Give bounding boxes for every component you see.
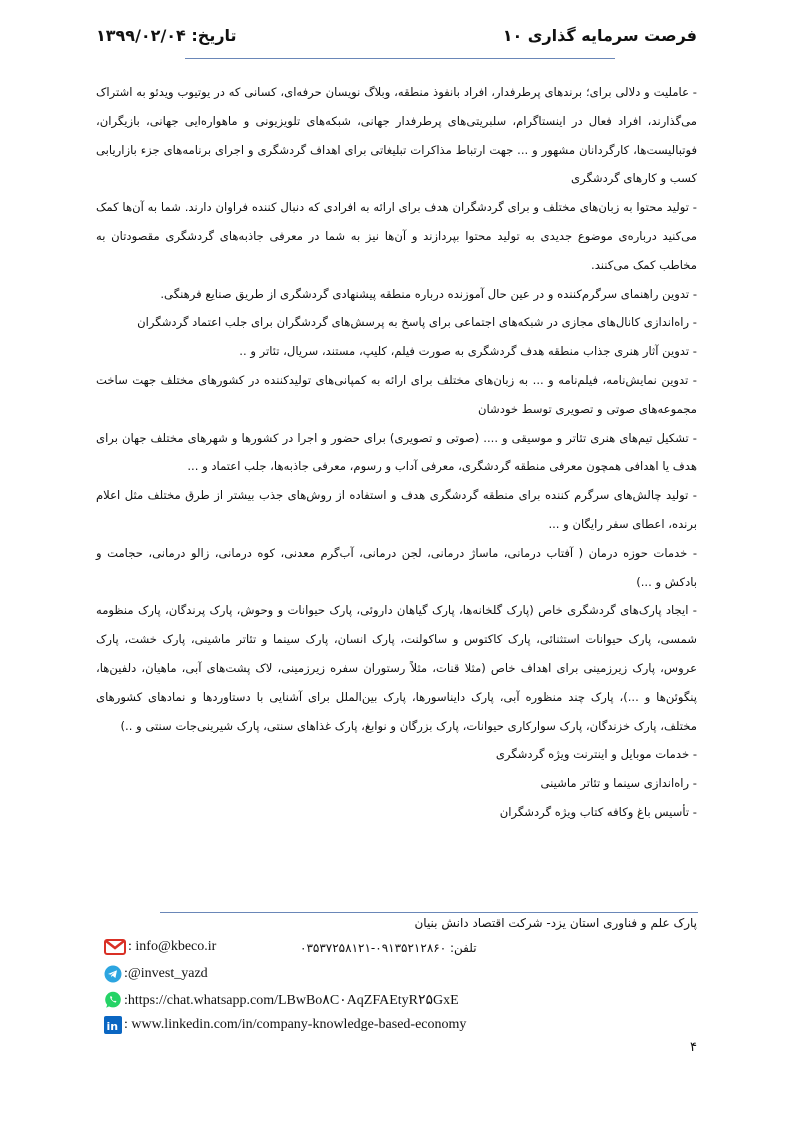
paragraph: - تولید محتوا به زبان‌های مختلف و برای گردشگران هدف برای ارائه به افرادی که دنبال کننده فراوان دارند. شما به آن‌ها کمک می‌کنید درباره‌ی موضوع جدیدی به تولید محتوا بپردازند و آن‌ها نیز به شما در معرفی جاذبه‌های گردشگری مقصودتان به مخاطب کمک می‌کنند. [96,200,697,272]
linkedin-icon [104,1016,122,1034]
telegram-row [104,965,208,983]
paragraph: - راه‌اندازی سینما و تئاتر ماشینی [540,776,697,791]
footer-divider [160,912,698,913]
paragraph: - عاملیت و دلالی برای؛ برندهای پرطرفدار، افراد بانفوذ منطقه، وبلاگ نویسان حرفه‌ای، کسانی که در یوتیوب ویدئو به اشتراک می‌گذارند، افراد فعال در اینستاگرام، سلبریتی‌های پرطرفدار جهانی، شبکه‌های تلویزیونی و ماهواره‌ایی جهانی، بازیگران، فوتبالیست‌ها، کارگردانان مشهور و ... جهت ارتباط مذاکرات تبلیغاتی برای اهداف گردشگری و اجرای برنامه‌های جزء بازاریابی کسب و کارهای گردشگری [96,85,697,186]
paragraph: - خدمات حوزه درمان ( آفتاب درمانی، ماساژ درمانی، لجن درمانی، آب‌گرم معدنی، کوه درمانی، زالو درمانی، حجامت و بادکش و ...) [96,545,697,589]
phone-number: تلفن: ۰۹۱۳۵۲۱۲۸۶۰-۰۳۵۳۷۲۵۸۱۲۱ [300,941,477,955]
email-row [104,939,216,955]
whatsapp-link[interactable]: :https://chat.whatsapp.com/LBwBo۸C۰AqZFAEtyR۲۵GxE [124,992,459,1008]
whatsapp-row [104,991,459,1009]
page-header [96,22,697,48]
email-address[interactable]: : info@kbeco.ir [128,939,217,954]
page-number: ۴ [690,1040,697,1055]
gmail-icon [104,939,126,955]
whatsapp-icon [104,991,122,1009]
telegram-icon [104,965,122,983]
header-divider [185,58,615,59]
paragraph: - تدوین آثار هنری جذاب منطقه هدف گردشگری به صورت فیلم، کلیپ، مستند، سریال، تئاتر و .. [239,344,697,359]
document-title: فرصت سرمایه گذاری ۱۰ [502,25,697,45]
paragraph: - تأسیس باغ وکافه کتاب ویژه گردشگران [499,804,697,819]
svg-text:in: in [106,1020,119,1033]
telegram-handle[interactable]: :@invest_yazd [124,966,208,981]
linkedin-row [104,1016,466,1034]
footer-organization: پارک علم و فناوری استان یزد- شرکت اقتصاد دانش بنیان [414,916,697,930]
paragraph: - تدوین نمایش‌نامه، فیلم‌نامه و ... به زبان‌های مختلف برای ارائه به کمپانی‌های تولیدکننده در کشورهای مختلف جهت ساخت مجموعه‌های صوتی و تصویری توسط خودشان [96,372,697,416]
paragraph: - تولید چالش‌های سرگرم کننده برای منطقه گردشگری هدف و استفاده از روش‌های جذب بیشتر از طرق مختلف مثل اعلام برنده، اعطای سفر رایگان و ... [96,488,697,531]
paragraph: - خدمات موبایل و اینترنت ویژه گردشگری [495,747,697,762]
paragraph: - راه‌اندازی کانال‌های مجازی در شبکه‌های اجتماعی برای پاسخ به پرسش‌های گردشگران برای جلب اعتماد گردشگران [137,315,697,330]
document-date: تاریخ: ۱۳۹۹/۰۲/۰۴ [96,25,237,45]
body-text [96,78,697,827]
paragraph: - تدوین راهنمای سرگرم‌کننده و در عین حال آموزنده درباره منطقه پیشنهادی گردشگری از طریق صنایع فرهنگی. [160,286,697,301]
paragraph: - ایجاد پارک‌های گردشگری خاص (پارک گلخانه‌ها، پارک گیاهان داروئی، پارک حیوانات و وحوش، پارک پرندگان، پارک منظومه شمسی، پارک حیوانات استثنائی، پارک کاکتوس و ساکولنت، پارک انسان، پارک سینما و تئاتر ماشینی، پارک خشت، پارک عروس، پارک زیرزمینی برای اهداف خاص (مثلا قنات، مثلاً رستوران سفره زیرزمینی، لاک پشت‌های آبی، ماهیان، دلفین‌ها، پنگوئن‌ها و ...)، پارک چند منظوره آبی، پارک دایناسورها، پارک بین‌الملل برای آشنایی با دستاوردها و نمادهای کشورهای مختلف، پارک خزندگان، پارک سوارکاری حیوانات، پارک بزرگان و نوابغ، پارک غذاهای سنتی، پارک شیرینی‌جات سنتی و ..) [96,603,697,733]
linkedin-link[interactable]: : www.linkedin.com/in/company-knowledge-based-economy [124,1017,467,1032]
paragraph: - تشکیل تیم‌های هنری تئاتر و موسیقی و .... (صوتی و تصویری) برای حضور و اجرا در کشورها و شهرهای مختلف جهان برای هدف یا اهدافی همچون معرفی منطقه گردشگری، معرفی آداب و رسوم، معرفی جاذبه‌ها، جلب اعتماد و ... [96,430,697,474]
